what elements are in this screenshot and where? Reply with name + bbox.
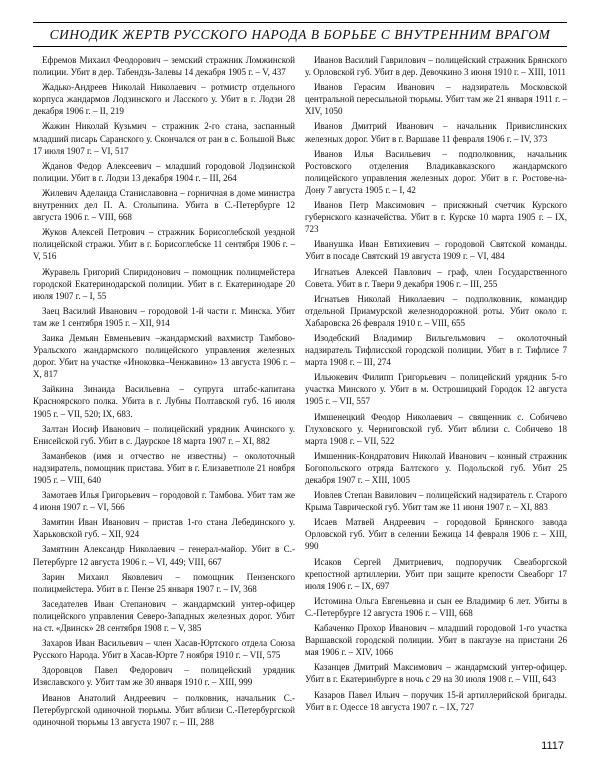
synodik-entry: Замятнин Александр Николаевич – генерал-майор. Убит в С.-Петербурге 12 августа 1906 г. – VI, 449; VIII, 667 — [33, 544, 295, 567]
synodik-entry: Иванушка Иван Евтихиевич – городовой Святской команды. Убит в посаде Святский 19 августа 1909 г. – VI, 484 — [305, 239, 567, 262]
synodik-entry: Казаров Павел Ильич – поручик 15-й артиллерийской бригады. Убит в г. Одессе 18 августа 1907 г. – IX, 727 — [305, 689, 567, 712]
synodik-entry: Иванов Илья Васильевич – подполковник, начальник Ростовского отделения Владикавказского жандармского полицейского управления железных дорог. Убит в г. Ростове-на-Дону 7 августа 1905 г. – I, 42 — [305, 148, 567, 195]
synodik-entry: Имшенник-Кондратович Николай Иванович – конный стражник Богопольского отряда Балтского у. Подольской губ. Убит 25 декабря 1907 г. – XIII, 1005 — [305, 450, 567, 485]
synodik-entry: Заец Василий Иванович – городовой 1-й части г. Минска. Убит там же 1 сентября 1905 г. – XII, 914 — [33, 305, 295, 328]
synodik-entry: Имшенецкий Феодор Николаевич – священник с. Собичево Глуховского у. Черниговской губ. Убит вблизи с. Собичево 18 марта 1908 г. – VII, 522 — [305, 411, 567, 446]
synodik-entry: Исаев Матвей Андреевич – городовой Брянского завода Орловской губ. Убит в селении Бежица 14 февраля 1906 г. – XIII, 990 — [305, 517, 567, 552]
left-column — [33, 54, 295, 731]
synodik-entry: Кабаченко Прохор Иванович – младший городовой 1-го участка Варшавской городской полиции. Убит в пакгаузе на пристани 26 мая 1906 г. – XIV, 1066 — [305, 623, 567, 658]
synodik-entry: Заседателев Иван Степанович – жандармский унтер-офицер полицейского управления Северо-Западных железных дорог. Убит на ст. «Двинск» 28 сентября 1908 г. – V, 385 — [33, 598, 295, 634]
synodik-entry: Залтан Иосиф Иванович – полицейский урядник Ачинского у. Енисейской губ. Убит в с. Даурское 18 марта 1907 г. – XI, 882 — [33, 423, 295, 446]
synodik-entry: Журавель Григорий Спиридонович – помощник полицмейстера городской Екатеринодарской полиции. Убит в г. Екатеринодаре 20 июля 1907 г. – I, 55 — [33, 266, 295, 301]
synodik-entry: Зарин Михаил Яковлевич – помощник Пензенского полицмейстера. Убит в г. Пензе 25 января 1907 г. – IV, 368 — [33, 571, 295, 594]
synodik-entry: Иванов Герасим Иванович – надзиратель Московской центральной пересыльной тюрьмы. Убит там же 21 января 1911 г. – XIV, 1050 — [305, 82, 567, 117]
synodik-entry: Жуков Алексей Петрович – стражник Борисоглебской уездной полицейской стражи. Убит в г. Борисоглебске 11 сентября 1906 г. – V, 516 — [33, 227, 295, 262]
synodik-entry: Игнатьев Николай Николаевич – подполковник, командир отдельной Приамурской железнодорожной роты. Убит около г. Хабаровска 26 февраля 1910 г. – VIII, 655 — [305, 293, 567, 328]
synodik-entry: Ильюкевич Филипп Григорьевич – полицейский урядник 5-го участка Минского у. Убит в м. Острошицкий Городок 12 августа 1905 г. – VII, 557 — [305, 372, 567, 407]
synodik-entry: Жданов Федор Алексеевич – младший городовой Лодзинской полиции. Убит в г. Лодзи 13 декабря 1904 г. – III, 264 — [33, 160, 295, 183]
synodik-entry: Изодебский Владимир Вильгельмович – околоточный надзиратель Тифлисской городской полиции. Убит в г. Тифлисе 7 марта 1908 г. – III, 274 — [305, 332, 567, 368]
synodik-entry: Заманбеков (имя и отчество не известны) – околоточный надзиратель, помощник пристава. Убит в г. Елизаветполе 21 ноября 1905 г. – VIII, 640 — [33, 450, 295, 485]
synodik-entry: Исаков Сергей Дмитриевич, подпоручик Свеаборгской крепостной артиллерии. Убит при защите крепости Свеаборг 17 июля 1906 г. – IX, 697 — [305, 556, 567, 591]
synodik-entry: Иванов Анатолий Андреевич – полковник, начальник С.-Петербургской одиночной тюрьмы. Убит вблизи С.-Петербургской одиночной тюрьмы 13 августа 1907 г. – III, 288 — [33, 692, 295, 727]
synodik-entry: Замятин Иван Иванович – пристав 1-го стана Лебединского у. Харьковской губ. – XII, 924 — [33, 517, 295, 540]
right-column — [305, 54, 567, 731]
synodik-entry: Жажин Николай Кузьмич – стражник 2-го стана, заспанный младший писарь Саранского у. Скончался от ран в с. Большой Вьяс 17 июля 1907 г. – VI, 517 — [33, 121, 295, 156]
synodik-entry: Захаров Иван Васильевич – член Хасав-Юртского отдела Союза Русского Народа. Убит в Хасав-Юрте 7 ноября 1910 г. – VII, 575 — [33, 638, 295, 661]
synodik-entry: Заика Демьян Евменьевич –жандармский вахмистр Тамбово-Уральского жандармского полицейского управления железных дорог. Убит на участке «Иноковка–Ченжавино» 13 августа 1906 г. – X, 817 — [33, 332, 295, 380]
synodik-entry: Замотаев Илья Григорьевич – городовой г. Тамбова. Убит там же 4 июня 1907 г. – VI, 566 — [33, 490, 295, 513]
synodik-entry: Игнатьев Алексей Павлович – граф, член Государственного Совета. Убит в г. Твери 9 декабря 1906 г. – III, 255 — [305, 266, 567, 289]
synodik-entry: Иовлев Степан Вавилович – полицейский надзиратель г. Старого Крыма Таврической губ. Убит там же 11 июня 1907 г. – XI, 883 — [305, 490, 567, 513]
synodik-entry: Истомина Ольга Евгеньевна и сын ее Владимир 6 лет. Убиты в С.-Петербурге 12 августа 1906 г. – VIII, 668 — [305, 595, 567, 618]
running-header — [33, 22, 567, 47]
page-number: 1117 — [541, 740, 564, 752]
synodik-entry: Жилевич Аделаида Станиславовна – горничная в доме министра внутренних дел П. А. Столыпина. Убита в С.-Петербурге 12 августа 1906 г. – VIII, 668 — [33, 187, 295, 223]
synodik-entry: Казанцев Дмитрий Максимович – жандармский унтер-офицер. Убит в г. Екатеринбурге в ночь с 29 на 30 июля 1908 г. – VIII, 643 — [305, 662, 567, 685]
synodik-entry: Здоровцов Павел Федорович – полицейский урядник Изяславского у. Убит там же 30 января 1910 г. – XIII, 999 — [33, 665, 295, 688]
text-columns — [33, 54, 567, 731]
synodik-entry: Иванов Дмитрий Иванович – начальник Привислинских железных дорог. Убит в г. Варшаве 11 февраля 1906 г. – IV, 373 — [305, 121, 567, 144]
synodik-entry: Иванов Петр Максимович – присяжный счетчик Курского губернского казначейства. Убит в г. Курске 10 марта 1905 г. – IX, 723 — [305, 200, 567, 235]
synodik-entry: Зайкина Зинаида Васильевна – супруга штабс-капитана Красноярского полка. Убита в г. Лубны Полтавской губ. 16 июля 1905 г. – VII, 520; IX, 683. — [33, 384, 295, 419]
synodik-entry: Жадько-Андреев Николай Николаевич – ротмистр отдельного корпуса жандармов Лодзинского и Ласского у. Убит в г. Лодзи 28 декабря 1906 г. – II, 219 — [33, 82, 295, 117]
header-title: СИНОДИК ЖЕРТВ РУССКОГО НАРОДА В БОРЬБЕ С ВНУТРЕННИМ ВРАГОМ — [49, 27, 551, 42]
synodik-entry: Иванов Василий Гаврилович – полицейский стражник Брянского у. Орловской губ. Убит в дер. Девочкино 3 июня 1910 г. – XIII, 1011 — [305, 55, 567, 78]
synodik-entry: Ефремов Михаил Феодорович – земский стражник Ломжинской полиции. Убит в дер. Табендзь-Залевы 14 декабря 1905 г. – V, 437 — [33, 55, 295, 78]
